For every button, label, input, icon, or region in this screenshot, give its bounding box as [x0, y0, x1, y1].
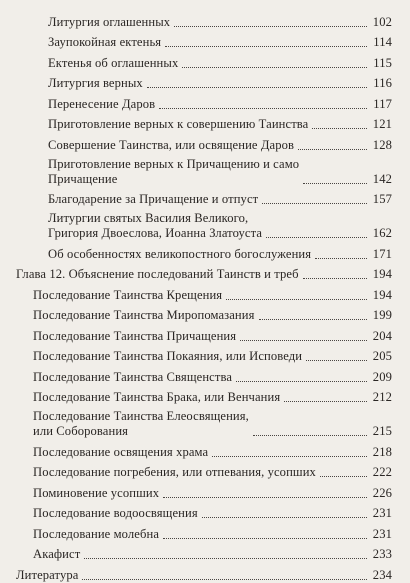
toc-entry-page: 121: [372, 117, 392, 131]
toc-entry-title: Об особенностях великопостного богослужения: [48, 246, 312, 261]
dot-leader: [84, 558, 367, 559]
toc-entry-page: 115: [373, 55, 392, 70]
toc-entry-page: 205: [372, 349, 392, 363]
toc-entry-title: Последование Таинства Брака, или Венчания: [33, 390, 281, 404]
dot-leader: [236, 381, 367, 382]
toc-entry-page: 199: [372, 308, 392, 322]
toc-entry: [0, 241, 410, 262]
toc-entry: [0, 71, 410, 92]
toc-entry: [0, 207, 410, 241]
dot-leader: [253, 435, 367, 436]
toc-entry-page: 102: [372, 14, 392, 29]
toc-entry: [0, 385, 410, 406]
toc-entry-page: 142: [372, 171, 392, 186]
toc-entry: [0, 262, 410, 283]
toc-entry-page: 215: [372, 424, 392, 438]
toc-entry-page: 128: [372, 137, 392, 152]
dot-leader: [303, 278, 367, 279]
toc-entry-title: Последование Таинства Причащения: [33, 328, 237, 343]
toc-entry-page: 117: [373, 96, 392, 111]
dot-leader: [312, 128, 367, 129]
toc-entry: [0, 562, 410, 583]
toc-entry-title: Приготовление верных к Причащению и само Причащение: [48, 156, 300, 186]
toc-entry: [0, 460, 410, 481]
dot-leader: [315, 258, 367, 259]
toc-entry: [0, 344, 410, 365]
toc-entry: [0, 405, 410, 439]
toc-entry-title: Глава 12. Объяснение последований Таинств и треб: [16, 267, 299, 281]
toc-entry-title: Литургия верных: [48, 76, 143, 90]
dot-leader: [159, 108, 367, 109]
toc-entry-page: 212: [372, 390, 392, 404]
toc-entry-title: Последование погребения, или отпевания, усопших: [33, 465, 316, 479]
toc-entry-title: Акафист: [33, 547, 81, 561]
toc-entry: [0, 9, 410, 30]
toc-entry-title: Последование молебна: [33, 526, 160, 541]
toc-entry-page: 194: [372, 267, 392, 281]
toc-entry-title: Благодарение за Причащение и отпуст: [48, 192, 259, 206]
toc-entry-title: Ектенья об оглашенных: [48, 55, 179, 70]
toc-entry-title: Приготовление верных к совершению Таинства: [48, 117, 309, 131]
dot-leader: [163, 538, 367, 539]
toc-entry-title: Литература: [16, 567, 79, 582]
toc-entry-title: Совершение Таинства, или освящение Даров: [48, 137, 295, 152]
dot-leader: [226, 299, 367, 300]
dot-leader: [202, 517, 367, 518]
dot-leader: [174, 26, 367, 27]
toc-entry-title: Последование Таинства Миропомазания: [33, 308, 255, 322]
dot-leader: [259, 319, 368, 320]
toc-entry-page: 231: [372, 526, 392, 541]
toc-entry-title: Заупокойная ектенья: [48, 35, 162, 49]
toc-entry: [0, 303, 410, 324]
dot-leader: [165, 46, 367, 47]
toc-entry-title: Последование Таинства Елеосвящения, или Соборования: [33, 409, 249, 438]
toc-entry: [0, 50, 410, 71]
toc-entry-page: 218: [372, 444, 392, 459]
table-of-contents: [0, 9, 410, 583]
toc-entry-page: 233: [372, 547, 392, 561]
toc-entry-page: 222: [372, 465, 392, 479]
toc-entry-page: 116: [373, 76, 392, 90]
toc-entry: [0, 187, 410, 208]
toc-entry: [0, 439, 410, 460]
toc-entry-title: Литургии святых Василия Великого, Григория Двоеслова, Иоанна Златоуста: [48, 211, 263, 240]
dot-leader: [298, 149, 367, 150]
toc-entry: [0, 153, 410, 187]
dot-leader: [262, 203, 367, 204]
dot-leader: [147, 87, 367, 88]
toc-entry-title: Поминовение усопших: [33, 485, 160, 500]
toc-entry-title: Последование водоосвящения: [33, 506, 198, 520]
toc-entry: [0, 501, 410, 522]
dot-leader: [320, 476, 367, 477]
dot-leader: [182, 67, 367, 68]
toc-entry: [0, 282, 410, 303]
dot-leader: [284, 401, 367, 402]
toc-entry-title: Литургия оглашенных: [48, 14, 171, 29]
toc-entry-page: 231: [372, 506, 392, 520]
toc-entry-title: Последование Таинства Крещения: [33, 287, 223, 302]
toc-entry-page: 157: [372, 192, 392, 206]
toc-entry-title: Последование освящения храма: [33, 444, 209, 459]
toc-entry-page: 226: [372, 485, 392, 500]
toc-entry-title: Последование Таинства Священства: [33, 369, 233, 384]
toc-entry-page: 194: [372, 287, 392, 302]
toc-entry-page: 204: [372, 328, 392, 343]
toc-entry-title: Последование Таинства Покаяния, или Исповеди: [33, 349, 303, 363]
toc-entry-page: 209: [372, 369, 392, 384]
toc-entry: [0, 521, 410, 542]
toc-entry: [0, 364, 410, 385]
dot-leader: [303, 183, 367, 184]
dot-leader: [306, 360, 367, 361]
toc-entry: [0, 542, 410, 563]
toc-entry: [0, 480, 410, 501]
toc-entry-page: 114: [373, 35, 392, 49]
dot-leader: [82, 579, 367, 580]
toc-entry-page: 162: [372, 226, 392, 240]
toc-entry: [0, 112, 410, 133]
dot-leader: [240, 340, 367, 341]
dot-leader: [212, 456, 367, 457]
toc-entry: [0, 323, 410, 344]
toc-entry-title: Перенесение Даров: [48, 96, 156, 111]
toc-entry-page: 234: [372, 567, 392, 582]
toc-entry-page: 171: [372, 246, 392, 261]
dot-leader: [266, 237, 367, 238]
toc-entry: [0, 91, 410, 112]
toc-entry: [0, 132, 410, 153]
toc-entry: [0, 30, 410, 51]
dot-leader: [163, 497, 367, 498]
